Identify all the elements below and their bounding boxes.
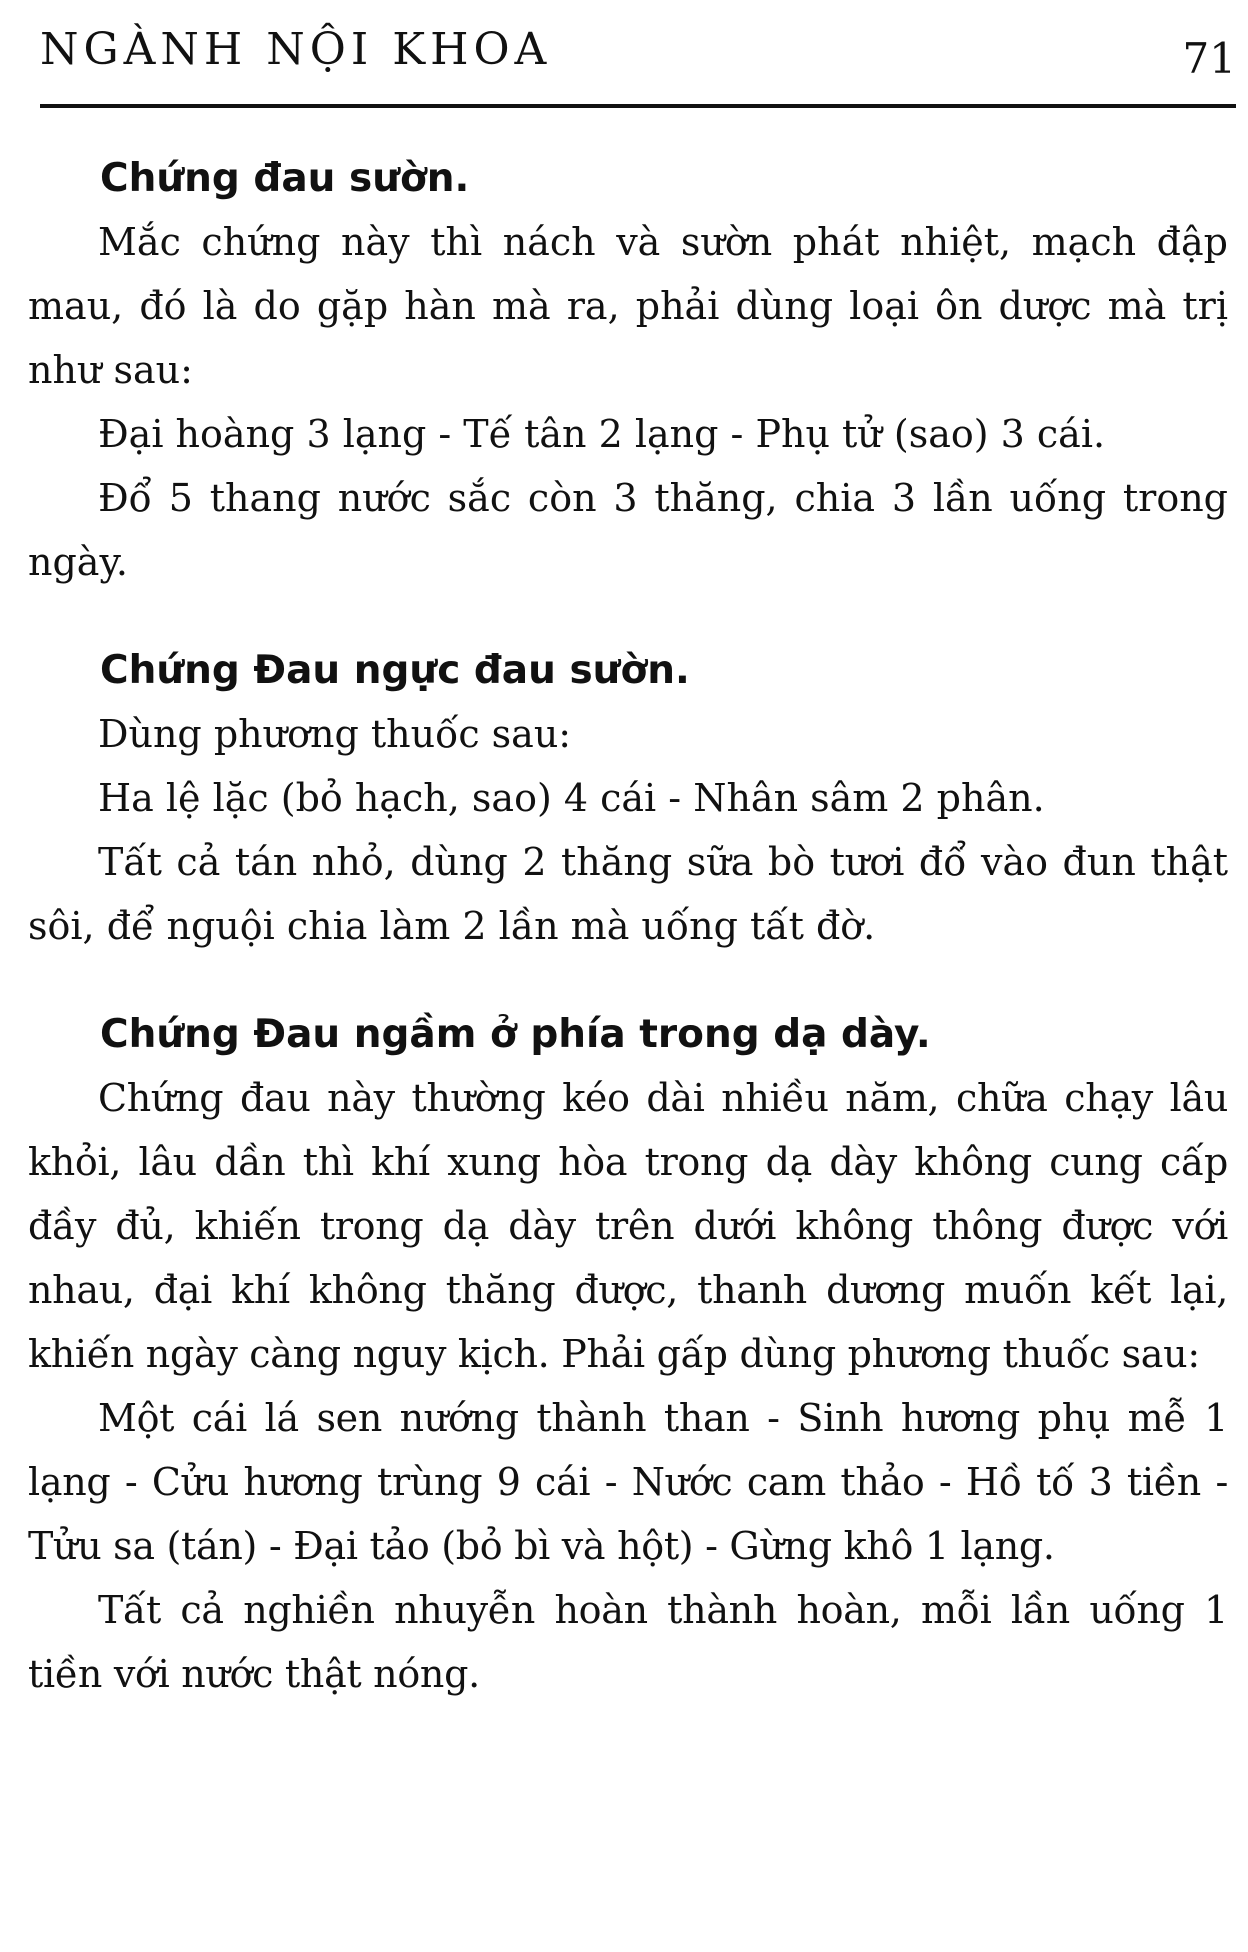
prescription-line: Ha lệ lặc (bỏ hạch, sao) 4 cái - Nhân sâm 2 phân. <box>98 776 1045 820</box>
paragraph: Tất cả tán nhỏ, dùng 2 thăng sữa bò tươi đổ vào đun thật sôi, để nguội chia làm 2 lần mà uống tất đờ. <box>28 840 1228 948</box>
section-heading: Chứng đau sườn. <box>100 156 470 201</box>
page-number: 71 <box>1182 34 1236 83</box>
prescription-line: Một cái lá sen nướng thành than - Sinh hương phụ mễ 1 lạng - Cửu hương trùng 9 cái - Nước cam thảo - Hồ tố 3 tiền - Tửu sa (tán) - Đại tảo (bỏ bì và hột) - Gừng khô 1 lạng. <box>28 1396 1228 1568</box>
paragraph: Mắc chứng này thì nách và sườn phát nhiệt, mạch đập mau, đó là do gặp hàn mà ra, phải dùng loại ôn dược mà trị như sau: <box>28 220 1228 392</box>
section-dau-ngam-da-day <box>28 1004 1228 1706</box>
paragraph: Dùng phương thuốc sau: <box>98 712 572 756</box>
section-chung-dau-suon <box>28 148 1228 594</box>
running-header <box>40 24 1236 94</box>
paragraph: Tất cả nghiền nhuyễn hoàn thành hoàn, mỗi lần uống 1 tiền với nước thật nóng. <box>28 1588 1228 1696</box>
section-heading: Chứng Đau ngực đau sườn. <box>100 648 690 693</box>
section-heading: Chứng Đau ngầm ở phía trong dạ dày. <box>100 1012 931 1057</box>
paragraph: Chứng đau này thường kéo dài nhiều năm, chữa chạy lâu khỏi, lâu dần thì khí xung hòa trong dạ dày không cung cấp đầy đủ, khiến trong dạ dày trên dưới không thông được với nhau, đại khí không thăng được, thanh dương muốn kết lại, khiến ngày càng nguy kịch. Phải gấp dùng phương thuốc sau: <box>28 1076 1228 1376</box>
page-body <box>28 148 1228 1752</box>
paragraph: Đổ 5 thang nước sắc còn 3 thăng, chia 3 lần uống trong ngày. <box>28 476 1228 584</box>
chapter-title: NGÀNH NỘI KHOA <box>40 24 552 75</box>
section-dau-nguc-dau-suon <box>28 640 1228 958</box>
prescription-line: Đại hoàng 3 lạng - Tế tân 2 lạng - Phụ tử (sao) 3 cái. <box>98 412 1106 456</box>
header-rule <box>40 104 1236 108</box>
